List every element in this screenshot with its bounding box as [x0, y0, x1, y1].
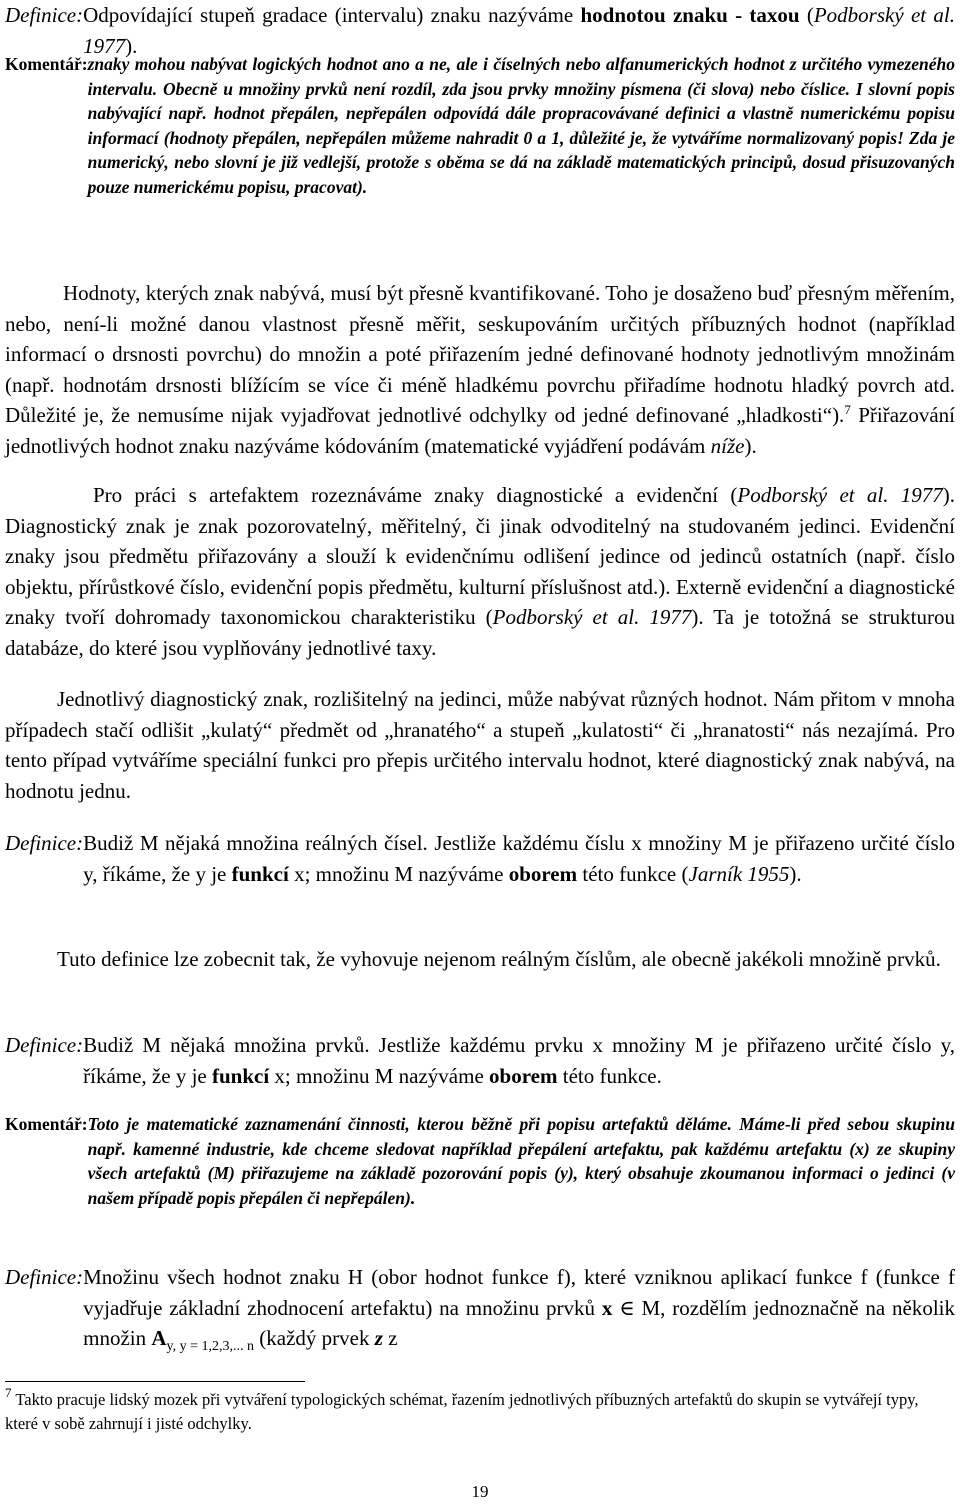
definition-bold-term: funkcí [231, 861, 289, 886]
citation: Podborský et al. 1977 [737, 483, 943, 507]
citation: Podborský et al. 1977 [492, 605, 692, 629]
paragraph-text: Pro práci s artefaktem rozeznáváme znaky diagnostické a evidenční ( [93, 483, 738, 507]
paragraph-generalization: Tuto definice lze zobecnit tak, že vyhovuje nejenom reálným číslům, ale obecně jakékoli množině prvků. [57, 947, 941, 971]
citation: Jarník 1955 [688, 861, 790, 886]
definition-4 [5, 1262, 955, 1354]
citation: Podborský et al. 1977 [83, 3, 955, 58]
paragraph-text: ). Diagnostický znak je znak pozorovatelný, měřitelný, či jinak odvoditelný na studovaném jedinci. Evidenční znaky jsou předmětu přiřazovány a slouží k evidenčnímu odlišení jedince od jedinců ostatních (např. číslo objektu, přírůstkové číslo, evidenční popis předmětu, kulturní příslušnost atd.). Externě evidenční a diagnostické znaky tvoří dohromady taxonomickou charakteristiku ( [5, 483, 955, 629]
comment-label: Komentář: [5, 1114, 88, 1134]
definition-text-part: Budiž M nějaká množina reálných čísel. Jestliže každému číslu x množiny M je přiřazeno určité číslo y, říkáme, že y je [83, 831, 955, 886]
definition-text-part: ). [125, 33, 138, 58]
page-number: 19 [471, 1482, 489, 1501]
math-variable: x [601, 1295, 613, 1320]
definition-label: Definice: [5, 3, 84, 27]
definition-text-part: ( [799, 3, 814, 27]
math-subscript: y, y = 1,2,3,... n [166, 1339, 255, 1355]
definition-label: Definice: [5, 1033, 84, 1057]
definition-text-part: z [382, 1326, 398, 1350]
footnote-text: Takto pracuje lidský mozek při vytváření typologických schémat, řazením jednotlivých příbuzných artefaktů do skupin se vytvářejí typy, které v sobě zahrnují i jisté odchylky. [5, 1390, 919, 1433]
definition-text-part: M, rozdělím jednoznačně na několik množin [83, 1295, 955, 1350]
definition-text-part: Množinu všech hodnot znaku H (obor hodnot funkce f), které vzniknou aplikací funkce f (funkce f vyjadřuje základní zhodnocení artefaktu) na množinu prvků [83, 1265, 955, 1320]
paragraph-text: ). [744, 433, 757, 458]
comment-label: Komentář: [5, 54, 88, 74]
comment-text-part: Obecně u množiny prvků není rozdíl, zda jsou prvky množiny písmena (či slova) nebo číslice. I slovní popis nabývající např. [87, 78, 955, 123]
footnote-rule [5, 1381, 305, 1382]
definition-text-part: této funkce. [557, 1063, 662, 1088]
definition-text-part: ). [789, 861, 802, 886]
definition-text-part: Budiž M nějaká množina prvků. Jestliže každému prvku x množiny M je přiřazeno určité číslo y, říkáme, že y je [83, 1033, 955, 1088]
footnote-ref: 7 [844, 402, 851, 417]
definition-text-part: (každý prvek [254, 1326, 375, 1350]
comment-2 [5, 1112, 955, 1210]
definition-bold-term: hodnotou znaku - taxou [580, 3, 800, 27]
definition-text-part: x; množinu M nazýváme [269, 1063, 490, 1088]
paragraph-diagnostic-sign: Jednotlivý diagnostický znak, rozlišitelný na jedinci, může nabývat různých hodnot. Nám přitom v mnoha případech stačí odlišit „kulatý“ předmět od „hranatého“ a stupeň „kulatosti“ či „hranatosti“ nás nezajímá. Pro tento případ vytváříme speciální funkci pro přepis určitého intervalu hodnot, které diagnostický znak nabývá, na hodnotu jednu. [5, 687, 955, 803]
paragraph-text: ). Ta je totožná se strukturou databáze, do které jsou vyplňovány jednotlivé taxy. [5, 605, 955, 660]
paragraph-text: Hodnoty, kterých znak nabývá, musí být přesně kvantifikované. Toho je dosaženo buď přesným měřením, nebo, není-li možné danou vlastnost přesně měřit, seskupováním určitých příbuzných hodnot (například informací o drsnosti povrchu) do množin a poté přiřazením jedné definované hodnoty jednotlivým množinám (např. hodnotám drsnosti blížícím se více či méně hladkému povrchu přiřadíme hodnotu hladký povrch atd. Důležité je, že nemusíme nijak vyjadřovat jednotlivé odchylky od jedné definované „hladkosti“). [5, 281, 955, 427]
definition-3 [5, 1030, 955, 1091]
paragraph-signs [5, 480, 955, 663]
definition-2 [5, 828, 955, 889]
definition-label: Definice: [5, 831, 84, 855]
definition-label: Definice: [5, 1265, 84, 1289]
math-variable: z [374, 1326, 383, 1350]
footnote-number: 7 [5, 1385, 12, 1400]
definition-text-part: x; množinu M nazýváme [288, 861, 509, 886]
definition-text [83, 1262, 955, 1354]
definition-text-part: této funkce ( [577, 861, 689, 886]
paragraph-text: Přiřazování jednotlivých hodnot znaku nazýváme kódováním (matematické vyjádření podávám [5, 403, 955, 458]
comment-text-part: znaky mohou nabývat logických hodnot ano a ne, ale i číselných nebo alfanumerických hodnot z určitého vymezeného intervalu. [87, 54, 955, 99]
definition-bold-term: oborem [508, 861, 578, 886]
math-symbol: ∈ [612, 1295, 642, 1320]
emphasis: níže [710, 433, 745, 458]
comment-1 [5, 52, 955, 199]
paragraph-quantification [5, 278, 955, 461]
comment-text: Toto je matematické zaznamenání činnosti, kterou běžně při popisu artefaktů děláme. Máme-li před sebou skupinu např. kamenné industrie, kde chceme sledovat například přepálení artefaktu, pak každému artefaktu (x) ze skupiny všech artefaktů (M) přiřazujeme na základě pozorování popis (y), který obsahuje zkoumanou informaci o jedinci (v našem případě popis přepálen či nepřepálen). [87, 1114, 955, 1208]
definition-text [83, 1030, 955, 1091]
definition-text [83, 828, 955, 889]
definition-bold-term: oborem [489, 1063, 558, 1088]
comment-text [88, 52, 955, 199]
comment-text-part: hodnot přepálen, nepřepálen odpovídá dále propracovávané definici a vlastně numerickému popisu informací (hodnoty přepálen, nepřepálen můžeme nahradit 0 a 1, důležité je, že vytváříme normalizovaný popis! [87, 103, 955, 148]
math-set: A [151, 1326, 167, 1350]
comment-text-part: Zda je numerický, nebo slovní je již vedlejší, protože s oběma se dá na základě matematických principů, dosud přisuzovaných pouze numerickému popisu, pracovat). [87, 127, 955, 197]
definition-text-part: Odpovídající stupeň gradace (intervalu) znaku nazýváme [83, 3, 581, 27]
definition-bold-term: funkcí [211, 1063, 270, 1088]
footnote [5, 1385, 955, 1436]
